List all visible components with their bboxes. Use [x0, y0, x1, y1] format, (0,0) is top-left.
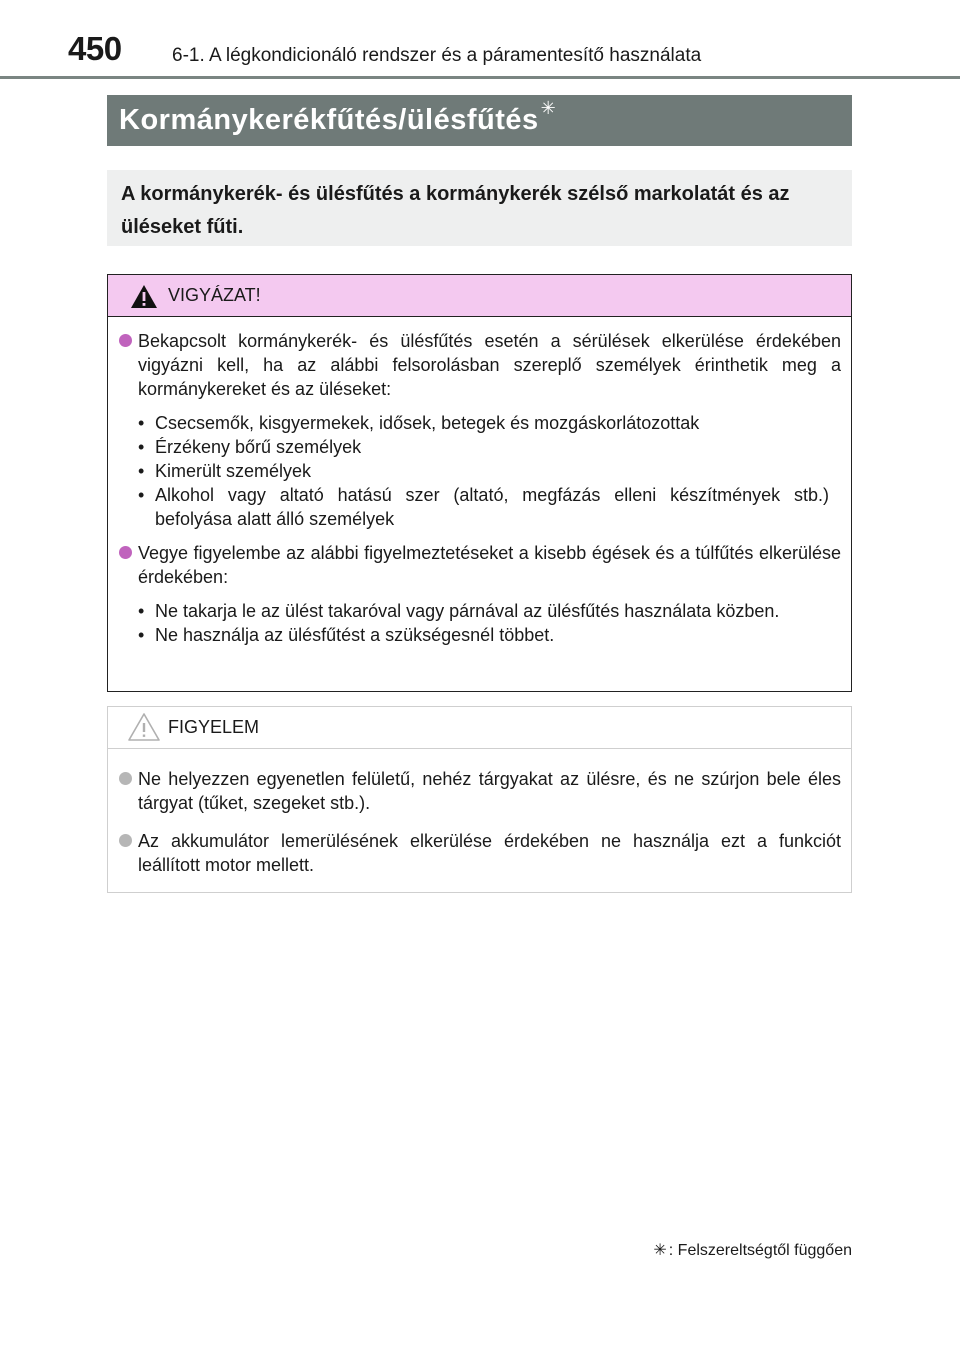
warning-body [108, 317, 851, 647]
bullet-icon: • [138, 601, 145, 621]
list-item: • Ne használja az ülésfűtést a szükségesnél többet. [138, 625, 555, 645]
bullet-dot-icon [119, 834, 132, 847]
bullet-icon: • [138, 413, 145, 433]
list-item: • Ne takarja le az ülést takaróval vagy párnával az ülésfűtés használata közben. [138, 601, 780, 621]
section-title-bar [107, 95, 852, 146]
warning-list-1 [138, 411, 841, 531]
warning-header [108, 275, 851, 317]
footnote [653, 1240, 852, 1260]
bullet-icon: • [138, 485, 145, 505]
caution-paragraph [138, 829, 841, 877]
bullet-icon: • [138, 625, 145, 645]
caution-box [107, 706, 852, 893]
header-divider [0, 76, 960, 79]
list-item: • Alkohol vagy altató hatású szer (altató, megfázás elleni készítmények stb.) befolyása alatt álló személyek [138, 485, 829, 529]
caution-paragraph-text: Ne helyezzen egyenetlen felületű, nehéz tárgyakat az ülésre, és ne szúrjon bele éles tárgyat (tűket, szegeket stb.). [138, 769, 841, 813]
caution-paragraph [138, 767, 841, 815]
bullet-dot-icon [119, 546, 132, 559]
list-item: • Csecsemők, kisgyermekek, idősek, betegek és mozgáskorlátozottak [138, 413, 700, 433]
warning-list-2 [138, 599, 841, 647]
warning-box [107, 274, 852, 692]
asterisk-icon: ✳ [540, 98, 557, 118]
chapter-title: 6-1. A légkondicionáló rendszer és a páramentesítő használata [172, 45, 702, 66]
caution-label: FIGYELEM [168, 717, 260, 737]
caution-body [108, 749, 851, 877]
caution-paragraph-text: Az akkumulátor lemerülésének elkerülése érdekében ne használja ezt a funkciót leállított motor mellett. [138, 831, 841, 875]
bullet-dot-icon [119, 334, 132, 347]
warning-paragraph [138, 329, 841, 401]
section-title: Kormánykerékfűtés/ülésfűtés [119, 104, 539, 136]
warning-paragraph-text: Bekapcsolt kormánykerék- és ülésfűtés esetén a sérülések elkerülése érdekében vigyázni kell, ha az alábbi felsorolásban szereplő személyek érinthetik meg a kormánykereket és az üléseket: [138, 331, 841, 399]
page-number: 450 [68, 30, 122, 67]
caution-header [108, 707, 851, 749]
warning-label: VIGYÁZAT! [168, 285, 261, 305]
bullet-dot-icon [119, 772, 132, 785]
warning-triangle-icon [130, 284, 158, 309]
bullet-icon: • [138, 437, 145, 457]
footnote-text: : Felszereltségtől függően [668, 1242, 852, 1259]
list-item: • Kimerült személyek [138, 461, 312, 481]
list-item: • Érzékeny bőrű személyek [138, 437, 362, 457]
warning-paragraph [138, 541, 841, 589]
bullet-icon: • [138, 461, 145, 481]
warning-paragraph-text: Vegye figyelembe az alábbi figyelmeztetéseket a kisebb égések és a túlfűtés elkerülése érdekében: [138, 543, 841, 587]
intro-text: A kormánykerék- és ülésfűtés a kormánykerék szélső markolatát és az üléseket fűti. [107, 170, 852, 246]
page-header [0, 0, 960, 80]
asterisk-icon: ✳ [653, 1242, 667, 1259]
caution-triangle-icon [127, 712, 161, 742]
